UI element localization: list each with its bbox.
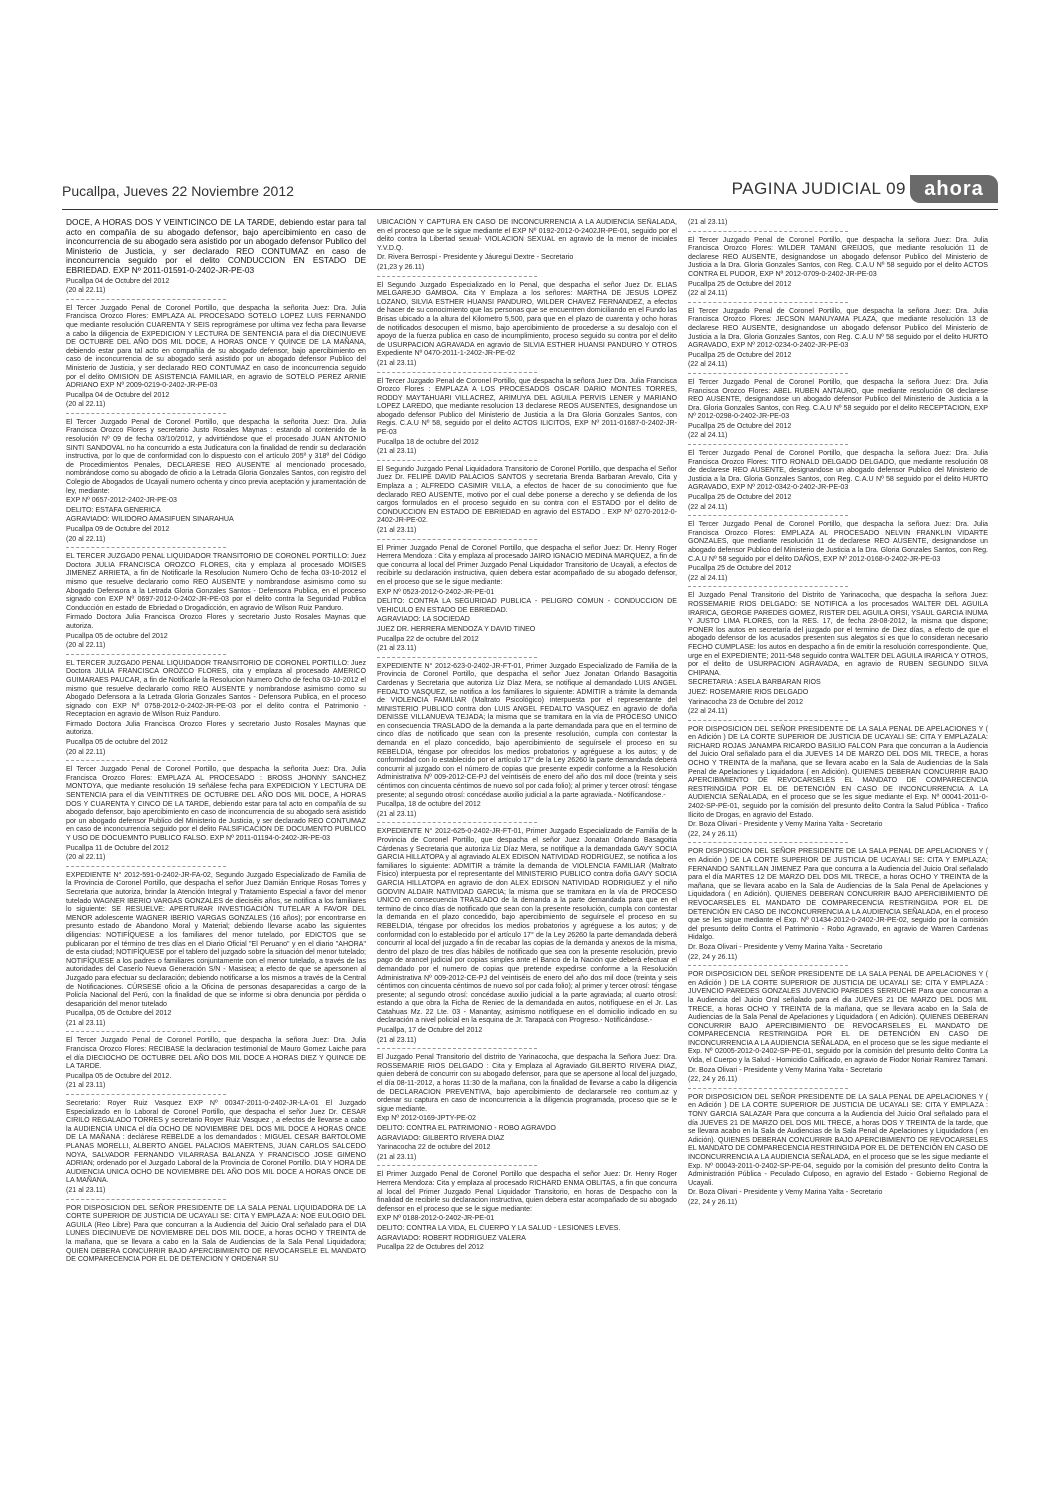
legal-notice (377, 281, 677, 368)
notice-separator (66, 654, 226, 655)
legal-notice (688, 591, 988, 715)
legal-notice (66, 218, 366, 295)
notice-line: Pucallpa 25 de Octubre del 2012 (688, 350, 792, 359)
notice-body: EXPEDIENTE N° 2012-623-0-2402-JR-FT-01, Primer Juzgado Especializado de Familia de la Provincia de Coronel Portillo, que despacha el señor Juez Jonatan Orlando Basagoitia Cardenas y Secretaria que autoriza Liz Díaz Mera, se notifique al demandado LUIS ANGEL FEDALTO VASQUEZ, se notifica a los familiares lo siguiente: ADMITIR a trámite la demanda de VIOLENCIA FAMILIAR (Maltrato Psicológico) interpuesta por el representante del MINISTERIO PUBLICO contra don LUIS ANGEL FEDALTO VASQUEZ en agravio de doña DENISSE VILLANUEVA TEJADA; la misma que se tramitara en la vía de PROCESO UNICO en consecuencia TRASLADO de la demanda a la parte demandada para que en el termino de cinco días de notificado que sean con la presente resolución, cumpla con contestar la demanda en el plazo concedido, bajo apercibimiento de seguírsele el proceso en su REBELDIA, téngase por ofrecidos los medios probatorios y agréguese a los autos; y de conformidad con lo establecido por el artículo 17° de la Ley 26260 la parte demandada deberá concurrir al juzgado con el número de copias que presente expedir conforme a la Resolución Administrativa Nº 009-2012-CE-PJ del veintiséis de enero del año dos mil doce (treinta y seis céntimos con cincuenta céntimos de nuevo sol por cada folio); al primer y tercer otrosí: téngase presente; al segundo otrosí: concédase auxilio judicial a la parte agraviada.- Notifícandose.- (377, 661, 677, 799)
legal-notice (377, 544, 677, 653)
notice-separator (688, 302, 848, 303)
notice-line: (21 al 23.11) (66, 1018, 106, 1027)
notice-line: Pucallpa, 05 de Octubre del 2012 (66, 1009, 172, 1018)
notice-body: El Primer Juzgado Penal de Coronel Portillo que despacha el señor Juez: Dr. Henry Roger Herrera Mendoza: Cita y emplaza al procesado RICHARD ENMA OBLITAS, a fin que concurra al local del Primer Juzgado Penal Liquidador Transitorio, en horas de Despacho con la finalidad de recibirle su declaracion instructiva, quien debera estar acompañado de su abogado defensor en el proceso que se le sigue mediante: (377, 1170, 677, 1213)
notice-separator (377, 460, 537, 461)
notice-separator (688, 515, 848, 516)
notice-line: Dr. Boza Olivari - Presidente y Vemy Marina Yalta - Secretario (688, 820, 883, 829)
notice-body: EL TERCER JUZGAD0 PENAL LIQUIDADOR TRANSITORIO DE CORONEL PORTILLO: Juez Doctora JULIA FRANCISCA OROZCO FLORES, cita y emplaza al procesado AMERICO GUIMARAES PAUCAR, a fin de Notificarle la Resolucion Numero Ocho de fecha 03-10-2012 el mismo que resuelve declararlo como REO AUSENTE y nombrandose asimismo como su Abogado Defensora a la Letrada Gloria Gonzales Santos - Defensora Publica, en el proceso signado con EXP Nº 0758-2012-0-2402-JR-PE-03 por el delito contra el Patrimonio - Receptacion en agravio de Wilson Ruiz Panduro. (66, 658, 366, 719)
legal-notice (66, 1036, 366, 1090)
notice-line: Pucallpa 22 de octubre del 2012 (377, 634, 479, 643)
notice-separator (688, 586, 848, 587)
legal-notice (66, 659, 366, 757)
notice-line: JUEZ: ROSEMARIE RIOS DELGADO (688, 687, 809, 696)
notice-line: Pucallpa 25 de Octubre del 2012 (688, 564, 792, 573)
legal-notice (377, 218, 677, 272)
page-header (62, 175, 998, 203)
section-title: PAGINA JUDICIAL 09 (731, 179, 906, 198)
notice-line: Pucallpa 05 de octubre del 2012 (66, 631, 168, 640)
legal-notice (688, 970, 988, 1084)
notice-line: (22 al 24.11) (688, 502, 728, 511)
legal-notice (66, 304, 366, 409)
notice-line: Yarinacocha 23 de Octubre del 2012 (688, 697, 804, 706)
notice-line: Pucallpa 11 de Octubre del 2012 (66, 843, 169, 852)
page-date: Pucallpa, Jueves 22 Noviembre 2012 (62, 183, 294, 199)
notice-line: (22, 24 y 26.11) (688, 952, 738, 961)
notice-line: (20 al 22.11) (66, 747, 106, 756)
notice-separator (66, 413, 226, 414)
notice-line: (22, 24 y 26.11) (688, 829, 738, 838)
legal-notice (688, 307, 988, 369)
notice-separator (66, 547, 226, 548)
column-2 (377, 218, 677, 1488)
notice-body: El Tercer Juzgado Penal de Coronel Portillo, que despacha la señora Juez: Dra. Julia Francisca Orozco Flores: ABEL RUBEN ANTAURO, que mediante resolución 08 declarese REO AUSENTE, designandose un abogado defensor Publico del Ministerio de Justicia a la Dra. Gloria Gonzales Santos, con Reg. C.A.U Nº 58 seguido por el delito RECEPTACION, EXP Nº 2012-0298-0-2402-JR-PE-03 (688, 377, 988, 421)
notice-separator (377, 276, 537, 277)
notice-body: EXPEDIENTE N° 2012-591-0-2402-JR-FA-02, Segundo Juzgado Especializado de Familia de la Provincia de Coronel Portillo, que despacha el señor Juez Damián Enrique Rosas Torres y Secretaria que autoriza, brindar la Atención Integral y Tratamiento Especial a favor del menor tutelado WAGNER IBERIO VARGAS GONZALES de dieciséis años, se notifica a los familiares lo siguiente: SE RESUELVE: APERTURAR INVESTIGACIÓN TUTELAR A FAVOR DEL MENOR adolescente WAGNER IBERIO VARGAS GONZALES (16 años); por encontrarse en presunto estado de Abandono Moral y Material; debiendo llevarse acabo las siguientes diligencias: NOTIFÍQUESE a los familiares del menor tutelado, por EDICTOS que se publicaran por el término de tres días en el Diario Oficial "El Peruano" y en el diario "AHORA" de esta ciudad; NOTIFÍQUESE por el tablero del juzgado sobre la situación del menor tutelado; NOTIFÍQUESE a los padres o familiares conjuntamente con el menor tutelado, a través de las autoridades del Caserío Nueva Generación S/N - Masisea; a efecto de que se apersonen al Juzgado para efectuar su declaración; debiendo notificarse a los mismos a través de la Central de Notificaciones. CÚRSESE oficio a la Oficina de personas desaparecidas a cargo de la Policía Nacional del Perú, con la finalidad de que se informe si obra denuncia por pérdida o desaparición del menor tutelado (66, 870, 366, 1008)
notice-body: POR DISPOSICION DEL SEÑOR PRESIDENTE DE LA SALA PENAL DE APELACIONES Y ( en Adición ) DE LA CORTE SUPERIOR DE JUSTICIA DE UCAYALI SE: CITA Y EMPLAZA : TONY GARCIA SALAZAR Para que concurra a la Audiencia del Juicio Oral señalado para el día JUEVES 21 DE MARZO DEL DOS MIL TRECE, a horas DOS Y TREINTA de la tarde, que se llevara acabo en la Sala de Audiencias de la Sala Penal de Apelaciones y Liquidadora ( en Adición). QUIENES DEBERAN CONCURRIR BAJO APERCIBIMIENTO DE REVOCARSELES EL MANDATO DE COMPARECENCIA RESTRINGIDA POR EL DE DETENCIÓN EN CASO DE INCONCURRENCIA A LA AUDIENCIA SEÑALADA, en el proceso que se les sigue mediante el Exp. Nº 00043-2011-0-2402-SP-PE-04, seguido por la comisión del presunto delito Contra la Administración Pública - Peculado Culposo, en agravio del Estado - Gobierno Regional de Ucayali. (688, 1092, 988, 1187)
notice-line: Firmado Doctora Julia Francisca Orozco Flores y secretario Justo Rosales Maynas que autoriza. (66, 719, 366, 737)
notice-body: El Segundo Juzgado Especializado en lo Penal, que despacha el señor Juez Dr. ELIAS MELGAREJO GAMBOA. Cita Y Emplaza a los señores: MARTHA DE JESUS LOPEZ LOZANO, SILVIA ESTHER HUANSI PANDURO, WILDER CHAVEZ FERNANDEZ, a efectos de hacer de su conocimiento que las personas que se encuentren domiciliando en el Fundo las Brisas ubicado a la altura del Kilometro 5,500, para que en el plazo de cuarenta y ocho horas de notificados desocupen el mismo, bajo apercibimiento de procederse a su desalojo con el apoyo de la fuerza publica en caso de incumplimiento, proceso seguido su contra por el delito de USURPACION AGRAVADA en agravio de SILVIA ESTHER HUANSI PANDURO Y OTROS Expediente Nº 0470-2011-1-2402-JR-PE-02 (377, 280, 677, 358)
notice-body: EXPEDIENTE N° 2012-625-0-2402-JR-FT-01, Primer Juzgado Especializado de Familia de la Provincia de Coronel Portillo, que despacha el señor Juez Jonatan Orlando Basagoitia Cárdenas y Secretaria que autoriza Liz Díaz Mera, se notifique a la demandada GAVY SOCIA GARCIA HILLATOPA y al agraviado ALEX EDISON NATIVIDAD RODRIGUEZ, se notifica a los familiares lo siguiente: ADMITIR a trámite la demanda de VIOLENCIA FAMILIAR (Maltrato Físico) interpuesta por el representante del MINISTERIO PUBLICO contra doña GAVY SOCIA GARCIA HILLATOPA en agravio de don ALEX EDISON NATIVIDAD RODRIGUEZ y el niño GODVIN ALDAIR NATIVIDAD GARCIA; la misma que se tramitara en la vía de PROCESO UNICO en consecuencia TRASLADO de la demanda a la parte demandada para que en el termino de cinco días de notificado que sean con la presente resolución, cumpla con contestar la demanda en el plazo concedido, bajo apercibimiento de seguírsele el proceso en su REBELDIA, téngase por ofrecidos los medios probatorios y agréguese a los autos; y de conformidad con lo establecido por el artículo 17° de la Ley 26260 la parte demandada deberá concurrir al local del juzgado a fin de recabar las copias de la demanda y anexos de la misma, dentro del plazo de tres días hábiles de notificado que sea con la presente resolución, previo pago de arancel judicial por copias simples ante el Banco de la Nación que deberá efectuar el demandado por el numero de copias que pretende expedirse conforme a la Resolución Administrativa Nº 009-2012-CE-PJ del veintiséis de enero del año dos mil doce (treinta y seis céntimos con cincuenta céntimos de nuevo sol por cada folio); al primer y tercer otrosí: téngase presente; al segundo otrosí: concédase auxilio judicial a la parte agraviada; al cuarto otrosí: estando a que obra la Ficha de Reniec de la demandada en autos, notifíquese en el Jr. Las Catahuas Mz. 22 Lte. 03 - Manantay, asimismo notifíquese en el domicilio indicado en su declaración a nivel policial en la esquina de Jr. Tarapacá con Progreso.- Notifícándose.- (377, 827, 677, 1025)
legal-notice (688, 520, 988, 582)
notice-lead-text: DOCE, A HORAS DOS Y VEINTICINCO DE LA TARDE, debiendo estar para tal acto en compañía de su abogado defensor, bajo apercibimiento en caso de inconcurrencia de su abogado sera asistido por un abogado defensor Publico del Ministerio de Justicia, y ser declarado REO CONTUMAZ en caso de inconcurrencia seguido por el delito CONDUCCION EN ESTADO DE EBRIEDAD. EXP Nº 2011-01591-0-2402-JR-PE-03 (66, 218, 366, 275)
notice-line: Pucallpa 25 de Octubre del 2012 (688, 493, 792, 502)
legal-notice (66, 552, 366, 650)
notice-separator (377, 372, 537, 373)
legal-notice (377, 377, 677, 456)
newspaper-logo: ahora (910, 175, 998, 203)
notice-separator (688, 1088, 848, 1089)
legal-notice (688, 847, 988, 961)
notice-line: Dr. Rivera Berrospi - Presidente y Jáuregui Dextre - Secretario (377, 253, 574, 262)
legal-notice (66, 1204, 366, 1264)
notice-separator (688, 444, 848, 445)
notice-separator (66, 1199, 226, 1200)
notice-line: Pucallpa 04 de Octubre del 2012 (66, 276, 170, 285)
notice-separator (688, 720, 848, 721)
notice-body: EL TERCER JUZGAD0 PENAL LIQUIDADOR TRANSITORIO DE CORONEL PORTILLO: Juez Doctora JULIA FRANCISCA OROZCO FLORES, cita y emplaza al procesado MOISES JIMENEZ ARRIETA, a fin de Notificarle la Resolucion Numero Ocho de fecha 03-10-2012 el mismo que resuelve declarario como REO AUSENTE y nombrandose asimismo como su Abogado Defensora a la Letrada Gloria Gonzales Santos - Defensora Publica, en el proceso signado con EXP Nº 0697-2012-0-2402-JR-PE-03 por el delito contra la Seguridad Publica Conducción en estado de Ebriedad o Drogadicción, en agravio de Wilson Ruiz Panduro. (66, 552, 366, 612)
notice-line: (21 al 23.11) (377, 447, 417, 456)
legal-notice (688, 218, 988, 227)
notice-line: Pucallpa 04 de Octubre del 2012 (66, 390, 170, 399)
notice-line: (21 al 23.11) (377, 358, 417, 367)
legal-notice (377, 827, 677, 1044)
notice-line: (22 al 24.11) (688, 707, 728, 716)
notice-line: Pucallpa 18 de octubre del 2012 (377, 437, 479, 446)
notice-line: (21 al 23.11) (377, 644, 417, 653)
legal-notice (66, 765, 366, 862)
notice-line: (20 al 22.11) (66, 534, 106, 543)
notice-line: Dr. Boza Olivari - Presidente y Vemy Marina Yalta - Secretario (688, 1065, 883, 1074)
header-rule (62, 209, 998, 210)
notice-separator (688, 842, 848, 843)
notice-line: (21 al 23.11) (377, 526, 417, 534)
notice-separator (66, 866, 226, 867)
notice-line: DELITO: CONTRA LA SEGURIDAD PUBLICA - PELIGRO COMUN - CONDUCCION DE VEHICULO EN ESTADO DE EBRIEDAD. (377, 597, 677, 614)
notice-line: Firmado Doctora Julia Francisca Orozco Flores y secretario Justo Rosales Maynas que autoriza. (66, 613, 366, 630)
notice-line: (21 al 23.11) (377, 1035, 417, 1044)
notice-separator (688, 373, 848, 374)
legal-notice (688, 449, 988, 511)
notice-line: (22 al 24.11) (688, 360, 728, 369)
notice-line: Dr. Boza Olivari - Presidente y Vemy Marina Yalta - Secretario (688, 942, 883, 951)
notice-line: DELITO: ESTAFA GENERICA (66, 505, 161, 514)
notice-body: El Tercer Juzgado Penal de Coronel Portillo, que despacha la señora Juez: Dra. Julia Francisca Orozco Flores: RECIBASE la declaracion testimonial de Mauro Gomez Laiche para el día DIECIOCHO DE OCTUBRE DEL AÑO DOS MIL DOCE A HORAS DIEZ Y QUINCE DE LA TARDE. (66, 1036, 366, 1071)
notice-body: El Juzgado Penal Transitorio del Distrito de Yarinacocha, que despacha la señora Juez: ROSSEMARIE RIOS DELGADO: SE NOTIFICA a los procesados WALTER DEL AGUILA IRARICA, GEORGE PAREDES GOMEZ, RISTER DEL AGUILA ORSI, YSAUL GARCIA INUMA Y JUSTO LIMA FLORES, con la RES. 17, de fecha 28-08-2012, la misma que dispone; PONER los autos en secretaría del juzgado por el termino de Diez días, a efecto de que el abogado defensor de los acusados presenten sus alegatos si es que lo consideran necesario FECHO CUMPLASE: los autos en despacho a fin de emitir la resolución correspondiente. Que, urge en el EXPEDIENTE; 2011-548 seguido contra WALTER DEL AGUILA IRARICA Y OTROS, por el delito de USURPACION AGRAVADA, en agravio de RUBEN SEGUNDO SILVA CHIPANA. (688, 591, 988, 677)
notice-body: El Juzgado Penal Transitorio del distrito de Yarinacocha, que despacha la Señora Juez: Dra. ROSSEMARIE RIOS DELGADO : Cita y Emplaza al Agraviado GILBERTO RIVERA DIAZ, quien deberá de concurrir con su abogado defensor, para que se apersone al local del juzgado, el día 08-11-2012, a horas 11:30 de la mañana, con la finalidad de llevarse a cabo la diligencia de DECLARACION PREVENTIVA, bajo apercibimiento de declararsele reo contum.az y ordenar su captura en caso de inconcurrencia a la diligencia programada, proceso que se le sigue mediante. (377, 1053, 677, 1113)
notice-body: El Tercer Juzgado Penal de Coronel Portillo, que despacha la señorita Juez: Dra. Julia Francisca Orozco Flores: EMPLAZA AL PROCESADO : BROSS JHONNY SANCHEZ MONTOYA, que mediante resolución 19 señálese fecha para EXPEDICION Y LECTURA DE SENTENCIA para el dia VEINTITRES DE OCTUBRE DEL AÑO DOS MIL DOCE, A HORAS DOS Y CUARENTA Y CINCO DE LA TARDE, debiendo estar para tal acto en compañía de su abogado defensor, bajo apercibimiento en caso de inconcurrencia de su abogado será asistido por un abogado defensor Publico del Ministerio de Justicia, y ser declarado REO CONTUMAZ en caso de inconcurrencia seguido por el delito FALSIFICACION DE DOCUMENTO PUBLICO Y USO DE DOCUEMNTO PUBLICO FALSO. EXP Nº 2011-01194-0-2402-JR-PE-03 (66, 765, 366, 842)
notice-line: Pucallpa, 17 de Octubre del 2012 (377, 1026, 483, 1035)
legal-notice (66, 1099, 366, 1195)
notice-line: (22 al 24.11) (688, 431, 728, 440)
notice-separator (377, 1048, 537, 1049)
notice-line: Pucallpa 05 de octubre del 2012 (66, 738, 168, 747)
notice-line: (20 al 22.11) (66, 400, 106, 409)
notice-line: Pucallpa 05 de Octubre del 2012. (66, 1071, 172, 1080)
notice-line: Dr. Boza Olivari - Presidente y Vemy Marina Yalta - Secretario (688, 1188, 883, 1197)
notice-line: (20 al 22.11) (66, 641, 106, 650)
notice-line: Yarinacocha 22 de octubre del 2012 (377, 1143, 491, 1152)
legal-notice (688, 725, 988, 839)
notice-body: UBICACIÓN Y CAPTURA EN CASO DE INCONCURRENCIA A LA AUDIENCIA SEÑALADA, en el proceso que se le sigue mediante el EXP Nº 0192-2012-0-2402JR-PE-01, seguido por el delito contra la Libertad sexual- VIOLACION SEXUAL en agravio de la menor de iniciales Y.V.D.Q. (377, 218, 677, 252)
legal-notice (377, 662, 677, 819)
notice-body: Secretario: Royer Ruiz Vasquez EXP Nº 00347-2011-0-2402-JR-LA-01 El Juzgado Especializado en lo Laboral de Coronel Portillo, que despacha el señor Juez Dr. CESAR CIRILO REGALADO TORRES y secretario Royer Ruiz Vasquez , a efectos de llevarse a cabo la AUDIENCIA UNICA el día OCHO DE NOVIEMBRE DEL DOS MIL DOCE A HORAS ONCE DE LA MAÑANA : declárese REBELDE a los demandados : MIGUEL CESAR BARTOLOME PLANAS MORELLI, ALBERTO ANGEL PALACIOS MAERTENS, JUAN CARLOS SALCEDO NOYA, SALVADOR FERNANDO VILARRASA BALANZA Y FRANCISCO JOSE GIMENO ADRIAN; ordenado por el Juzgado Laboral de la Provincia de Coronel Portillo. DIA Y HORA DE AUDIENCIA UNICA OCHO DE NOVIEMBRE DEL AÑO DOS MIL DOCE A HORAS ONCE DE LA MAÑANA. (66, 1099, 366, 1185)
notice-body: POR DISPOSICION DEL SEÑOR PRESIDENTE DE LA SALA PENAL DE APELACIONES Y ( en Adición ) DE LA CORTE SUPERIOR DE JUSTICIA DE UCAYALI SE: CITA Y EMPLAZA; FERNANDO SANTILLAN JIMENEZ Para que concurra a la Audiencia del Juicio Oral señalado para el día MARTES 12 DE MARZO DEL DOS MIL TRECE, a horas OCHO Y TREINTA de la mañana, que se llevara acabo en la Sala de Audiencias de la Sala Penal de Apelaciones y Liquidadora ( en Adición). QUIENES DEBERAN CONCURRIR BAJO APERCIBIMIENTO DE REVOCARSELES EL MANDATO DE COMPARECENCIA RESTRINGIDA POR EL DE DETENCIÓN EN CASO DE INCONCURRENCIA A LA AUDIENCIA SEÑALADA, en el proceso que se les sigue mediante el Exp. Nº 01434-2012-0-2402-JR-PE-02, seguido por la comisión del presunto delito Contra el Patrimonio - Robo Agravado, en agravio de Warren Cardenas Hidalgo. (688, 847, 988, 942)
notice-separator (377, 539, 537, 540)
legal-notice (66, 871, 366, 1028)
notice-line: Pucallpa 09 de Octubre del 2012 (66, 525, 170, 533)
notice-line: (22, 24 y 26.11) (688, 1197, 738, 1206)
notice-separator (377, 822, 537, 823)
notice-body: POR DISPOSICION DEL SEÑOR PRESIDENTE DE LA SALA PENAL LIQUIDADORA DE LA CORTE SUPERIOR DE JUSTICIA DE UCAYALI SE: CITA Y EMPLAZA A: NOE EULOGIO DEL AGUILA (Reo Libre) Para que concurran a la Audiencia del Juicio Oral señalado para el DIA LUNES DIECINUEVE DE NOVIEMBRE DEL DOS MIL DOCE, a horas OCHO Y TREINTA de la mañana, que se llevara a cabo en la Sala de Audiencias de la Sala Penal Liquidadora; QUIEN DEBERA CONCURRIR BAJO APERCIBIMIENTO DE REVOCARSELE EL MANDATO DE COMPARECENCIA POR EL DE DETENCION Y ORDENAR SU (66, 1203, 366, 1264)
notice-line: (21 al 23.11) (377, 809, 417, 818)
notice-line: EXP Nº 0188-2012-0-2402-JR-PE-01 (377, 1214, 495, 1223)
legal-notice (66, 418, 366, 543)
notice-separator (688, 965, 848, 966)
notice-line: (20 al 22.11) (66, 286, 106, 295)
legal-notice (688, 378, 988, 440)
notice-line: Pucallpa 25 de Octubre del 2012 (688, 279, 792, 288)
notice-line: AGRAVIADO: ROBERT RODRIGUEZ VALERA (377, 1233, 526, 1242)
legal-notice (377, 465, 677, 535)
notice-line: EXP Nº 0657-2012-2402-JR-PE-03 (66, 496, 177, 505)
notice-line: (20 al 22.11) (66, 853, 106, 862)
notice-body: El Tercer Juzgado Penal de Coronel Portillo, que despacha la señora Juez Dra. Julia Francisca Orozco Flores : EMPLAZA A LOS PROCESADOS OSCAR DARIO MONTES TORRES, RODDY MAYTAHUARI VILLACREZ, ARIMUYA DEL AGUILA PERVIS LENER y MARIANO LOPEZ LAREDO, que mediante resolucion 13 declarese REOS AUSENTES, designandose un abogado defensor Publico del Ministerio de Justicia a la Dra Gloria Gonzales Santos, con Regis. C.A.U Nº 58, seguido por el delito ACTOS ILICITOS, EXP Nº 2011-01687-0-2402-JR-PE-03 (377, 376, 677, 437)
notice-line: (22 al 24.11) (688, 573, 728, 582)
notice-line: Pucallpa 25 de Octubre del 2012 (688, 421, 792, 430)
notice-separator (66, 760, 226, 761)
notice-body: El Primer Juzgado Penal de Coronel Portillo, que despacha el señor Juez: Dr. Henry Roger Herrera Mendoza : Cita y emplaza al procesado JAIRO IGNACIO MEDINA MARQUEZ, a fin de que concurra al local del Primer Juzgado Penal Liquidador Transitorio de Ucayali, a efectos de recibirle su declaración instructiva, quien debera estar acompañado de su abogado defensor, en el proceso que se le sigue mediante: (377, 543, 677, 586)
notice-body: El Tercer Juzgado Penal de Coronel Portillo, que despacha la señorita Juez: Dra. Julia Francisca Orozco Flores y secretario Justo Rosales Maynas : estando al contenido de la resolución Nº 09 de fecha 03/10/2012, y advirtiéndose que el procesado JUAN ANTONIO SINTI SANDOVAL no ha concurrido a esta Judicatura con la finalidad de rendir su declaración instructiva, por lo que de conformidad con lo dispuesto con el artículo 205º y 318º del Código de Procedimientos Penales, DECLARESE REO AUSENTE al mencionado procesado, nombrándose como su abogado de oficio a la Letrada Gloria Gonzales Santos, con registro del Colegio de Abogados de Ucayali numero ochenta y cinco previa aceptación y juramentación de ley, mediante: (66, 417, 366, 495)
notice-line: Exp Nº 2012-0169-JPTY-PE-02 (377, 1114, 476, 1123)
notice-line: Pucallpa, 18 de octubre del 2012 (377, 800, 481, 809)
notice-body: El Tercer Juzgado Penal de Coronel Portillo, que despacha la señora Juez: Dra. Julia Francisca Orozco Flores: JECSON MANUYAMA PLAZA, que mediante resolución 13 de declarese REO AUSENTE, designandose un abogado defensor Publico del Ministerio de Justicia a la Dra. Gloria Gonzales Santos, con Reg. C.A.U Nº 58 seguido por el delito HURTO AGRAVADO, EXP Nº 2012-0234-0-2402-JR-PE-03 (688, 306, 988, 350)
notice-line: AGRAVIADO: WILIDORO AMASIFUEN SINARAHUA (66, 515, 234, 524)
notice-line: DELITO: CONTRA EL PATRIMONIO - ROBO AGRAVDO (377, 1124, 556, 1132)
notice-separator (66, 299, 226, 300)
notice-body: El Tercer Juzgado Penal de Coronel Portillo, que despacha la señora Juez: Dra. Julia Francisca Orozco Flores: WILDER TAMANI GREIJOS, que mediante resolución 11 de declarese REO AUSENTE, designandose un abogado defensor Publico del Ministerio de Justicia a la Dra. Gloria Gonzales Santos, con Reg. C.A.U Nº 58 seguido por el delito ACTOS CONTRA EL PUDOR, EXP Nº 2012-0709-0-2402-JR-PE-03 (688, 235, 988, 278)
notice-line: (22, 24 y 26.11) (688, 1075, 738, 1084)
notice-separator (66, 1031, 226, 1032)
notice-body: El Segundo Juzgado Penal Liquidadora Transitorio de Coronel Portillo, que despacha el Señor Juez Dr. FELIPE DAVID PALACIOS SANTOS y secretaria Brenda Barbaran Arevalo, Cita y Emplaza a ; ALFREDO CASIMIR VILLA, a efectos de hacer de su conocimiento que fue declarado REO AUSENTE, motivo por el cual debe ponerse a derecho y se defienda de los cargos formulados en el proceso seguido en su contra con el ESTADO por el delito de CONDUCCION EN ESTADO DE EBRIEDAD en agravio del ESTADO . EXP Nº 0270-2012-0-2402-JR-PE-02. (377, 464, 677, 525)
notice-line: (21 al 23.11) (66, 1185, 106, 1194)
legal-notice (688, 1093, 988, 1207)
notice-line: SECRETARIA : ASELA BARBARAN RIOS (688, 678, 821, 687)
legal-notice (377, 1170, 677, 1251)
notice-separator (377, 657, 537, 658)
notice-line: Pucallpa 22 de Octubres del 2012 (377, 1243, 484, 1252)
notice-line: (21,23 y 26.11) (377, 262, 425, 271)
notice-body: POR DISPOSICION DEL SEÑOR PRESIDENTE DE LA SALA PENAL DE APELACIONES Y ( en Adición ) DE LA CORTE SUPERIOR DE JUSTICIA DE UCAYALI SE: CITA Y EMPLAZA : JUVENCIO PAREDES GONZALES JUVENCIO PAREDES SERRUCHE Para que concurran a la Audiencia del Juicio Oral señalado para el dia JUEVES 21 DE MARZO DEL DOS MIL TRECE, a horas OCHO Y TREINTA de la mañana, que se llevara acabo en la Sala de Audiencias de la Sala Penal de Apelaciones y Liquidadora ( en Adición). QUIENES DEBERAN CONCURRIR BAJO APERCIBIMIENTO DE REVOCARSELES EL MANDATO DE COMPARECENCIA RESTRINGIDA POR EL DE DETENCIÓN EN CASO DE INCONCURRENCIA A LA AUDIENCIA SEÑALADA, en el proceso que se les sigue mediante el Exp. Nº 02005-2012-0-2402-SP-PE-01, seguido por la comisión del presunto delito Contra La Vida, el Cuerpo y la Salud - Homicidio Calificado, en agravio de Fiodor Noriair Ramirez Tamani. (688, 970, 988, 1065)
column-3 (688, 218, 988, 1488)
notice-body: El Tercer Juzgado Penal de Coronel Portillo, que despacha la señora Juez: Dra. Julia Francisca Orozco Flores: TITO RONALD DELGADO DELGADO, que mediante resolución 08 de declarese REO AUSENTE, designandose un abogado defensor Publico del Ministerio de Justicia a la Dra. Gloria Gonzales Santos, con Reg. C.A.U Nº 58 seguido por el delito HURTO AGRAVADO, EXP Nº 2012-0342-0-2402-JR-PE-03 (688, 449, 988, 492)
notice-separator (66, 1094, 226, 1095)
notice-line: (21 al 23.11) (377, 1152, 417, 1161)
notice-line: AGRAVIADO: LA SOCIEDAD (377, 615, 470, 624)
notice-body: El Tercer Juzgado Penal de Coronel Portillo, que despacha la señorita Juez: Dra. Julia Francisca Orozco Flores: EMPLAZA AL PROCESADO SOTELO LOPEZ LUIS FERNANDO que mediante resolución CUARENTA Y SEIS reprográmese por ultima vez fecha para llevarse a cabo la diligencia de EXPEDICION Y LECTURA DE SENTENCIA para el dia DIECINUEVE DE OCTUBRE DEL AÑO DOS MIL DOCE, A HORAS ONCE Y QUINCE DE LA MAÑANA, debiendo estar para tal acto en compañía de su abogado defensor, bajo apercibimiento en caso de inconcurrencia de su abogado será asistido por un abogado defensor Publico del Ministerio de Justicia, y ser declarado REO CONTUMAZ en caso de inconcurrencia seguido por el delito OMISION DE ASISTENCIA FAMILIAR, en agravio de SOTELO PEREZ ARNIE ADRIANO EXP Nº 2009-0219-0-2402-JR-PE-03 (66, 303, 366, 390)
legal-notice (377, 1053, 677, 1161)
notice-line: AGRAVIADO: GILBERTO RIVERA DIAZ (377, 1133, 505, 1142)
notice-line: DELITO: CONTRA LA VIDA, EL CUERPO Y LA SALUD - LESIONES LEVES. (377, 1223, 621, 1232)
legal-notice (688, 236, 988, 298)
notice-line: (21 al 23.11) (66, 1081, 106, 1090)
notice-line: (21 al 23.11) (688, 218, 728, 226)
notice-line: (22 al 24.11) (688, 289, 728, 298)
notice-body: El Tercer Juzgado Penal de Coronel Portillo, que despacha la señora Juez: Dra. Julia Francisca Orozco Flores: EMPLAZA AL PROCESADO NELVIN FRANKLIN VIDARTE GONZALES, que mediante resolución 11 de declarese REO AUSENTE, designandose un abogado defensor Publico del Ministerio de Justicia a la Dra. Gloria Gonzales Santos, con Reg. C.A.U Nº 58 seguido por el delito DAÑOS, EXP Nº 2012-0168-0-2402-JR-PE-03 (688, 520, 988, 563)
column-1 (66, 218, 366, 1488)
notice-body: POR DISPOSICION DEL SEÑOR PRESIDENTE DE LA SALA PENAL DE APELACIONES Y ( en Adición ) DE LA CORTE SUPERIOR DE JUSTICIA DE UCAYALI SE: CITA Y EMPLAZALA: RICHARD ROJAS JANAMPA RICARDO BASILIO FALCON Para que concurran a la Audiencia del Juicio Oral señalado para el dia JUEVES 14 DE MARZO DEL DOS MIL TRECE, a horas OCHO Y TREINTA de la mañana, que se llevara acabo en la Sala de Audiencias de la Sala Penal de Apelaciones y Liquidadora ( en Adición). QUIENES DEBERAN CONCURRIR BAJO APERCIBIMIENTO DE REVOCARSELES EL MANDATO DE COMPARECENCIA RESTRINGIDA POR EL DE DETENCIÓN EN CASO DE INCONCURRENCIA A LA AUDIENCIA SEÑALADA, en el proceso que se les sigue mediante el Exp. Nº 00041-2011-0-2402-SP-PE-01, seguido por la comisión del presunto delito Contra la Salud Pública - Trafico Ilicito de Drogas, en agravio del Estado. (688, 724, 988, 819)
notice-separator (688, 231, 848, 232)
notice-line: EXP Nº 0523-2012-0-2402-JR-PE-01 (377, 587, 495, 596)
notice-line: JUEZ DR. HERRERA MENDOZA Y DAVID TINEO (377, 624, 536, 633)
notice-separator (377, 1165, 537, 1166)
